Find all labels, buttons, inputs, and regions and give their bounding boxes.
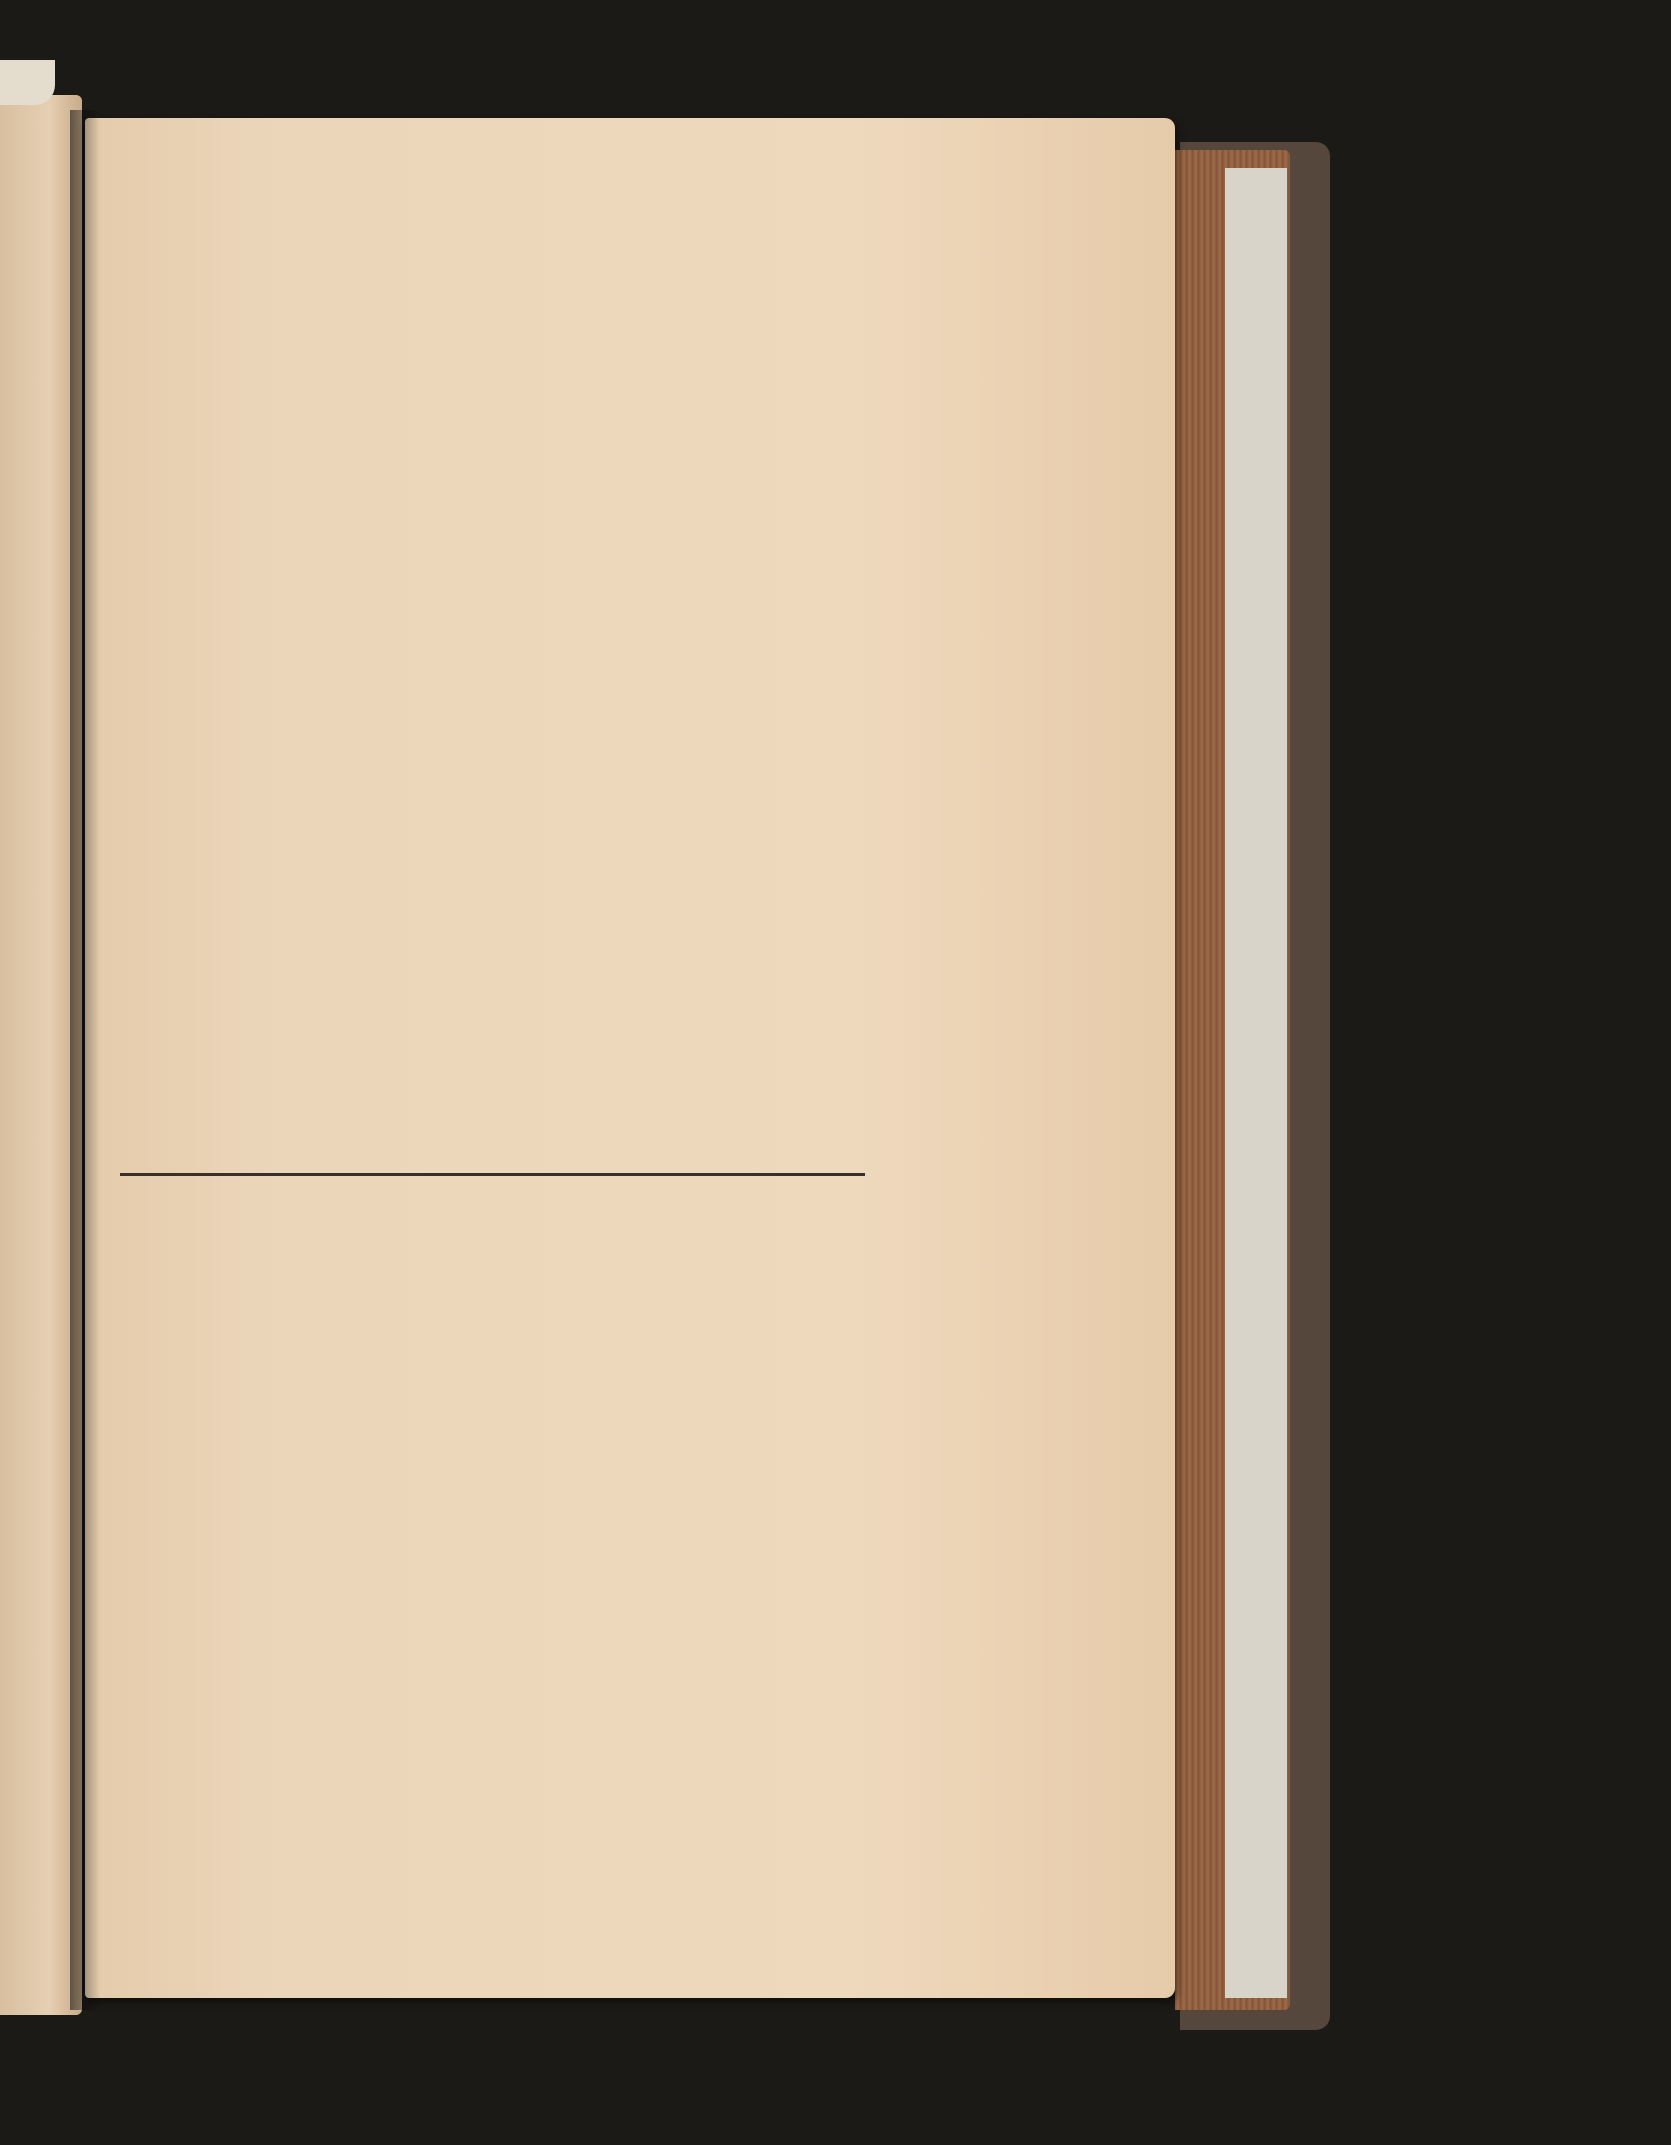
cover-board-edge — [1225, 168, 1287, 1998]
book-page — [85, 118, 1175, 1998]
left-page-tab — [0, 60, 55, 105]
gutter-shadow — [70, 110, 100, 2010]
section-rule — [120, 1173, 865, 1176]
